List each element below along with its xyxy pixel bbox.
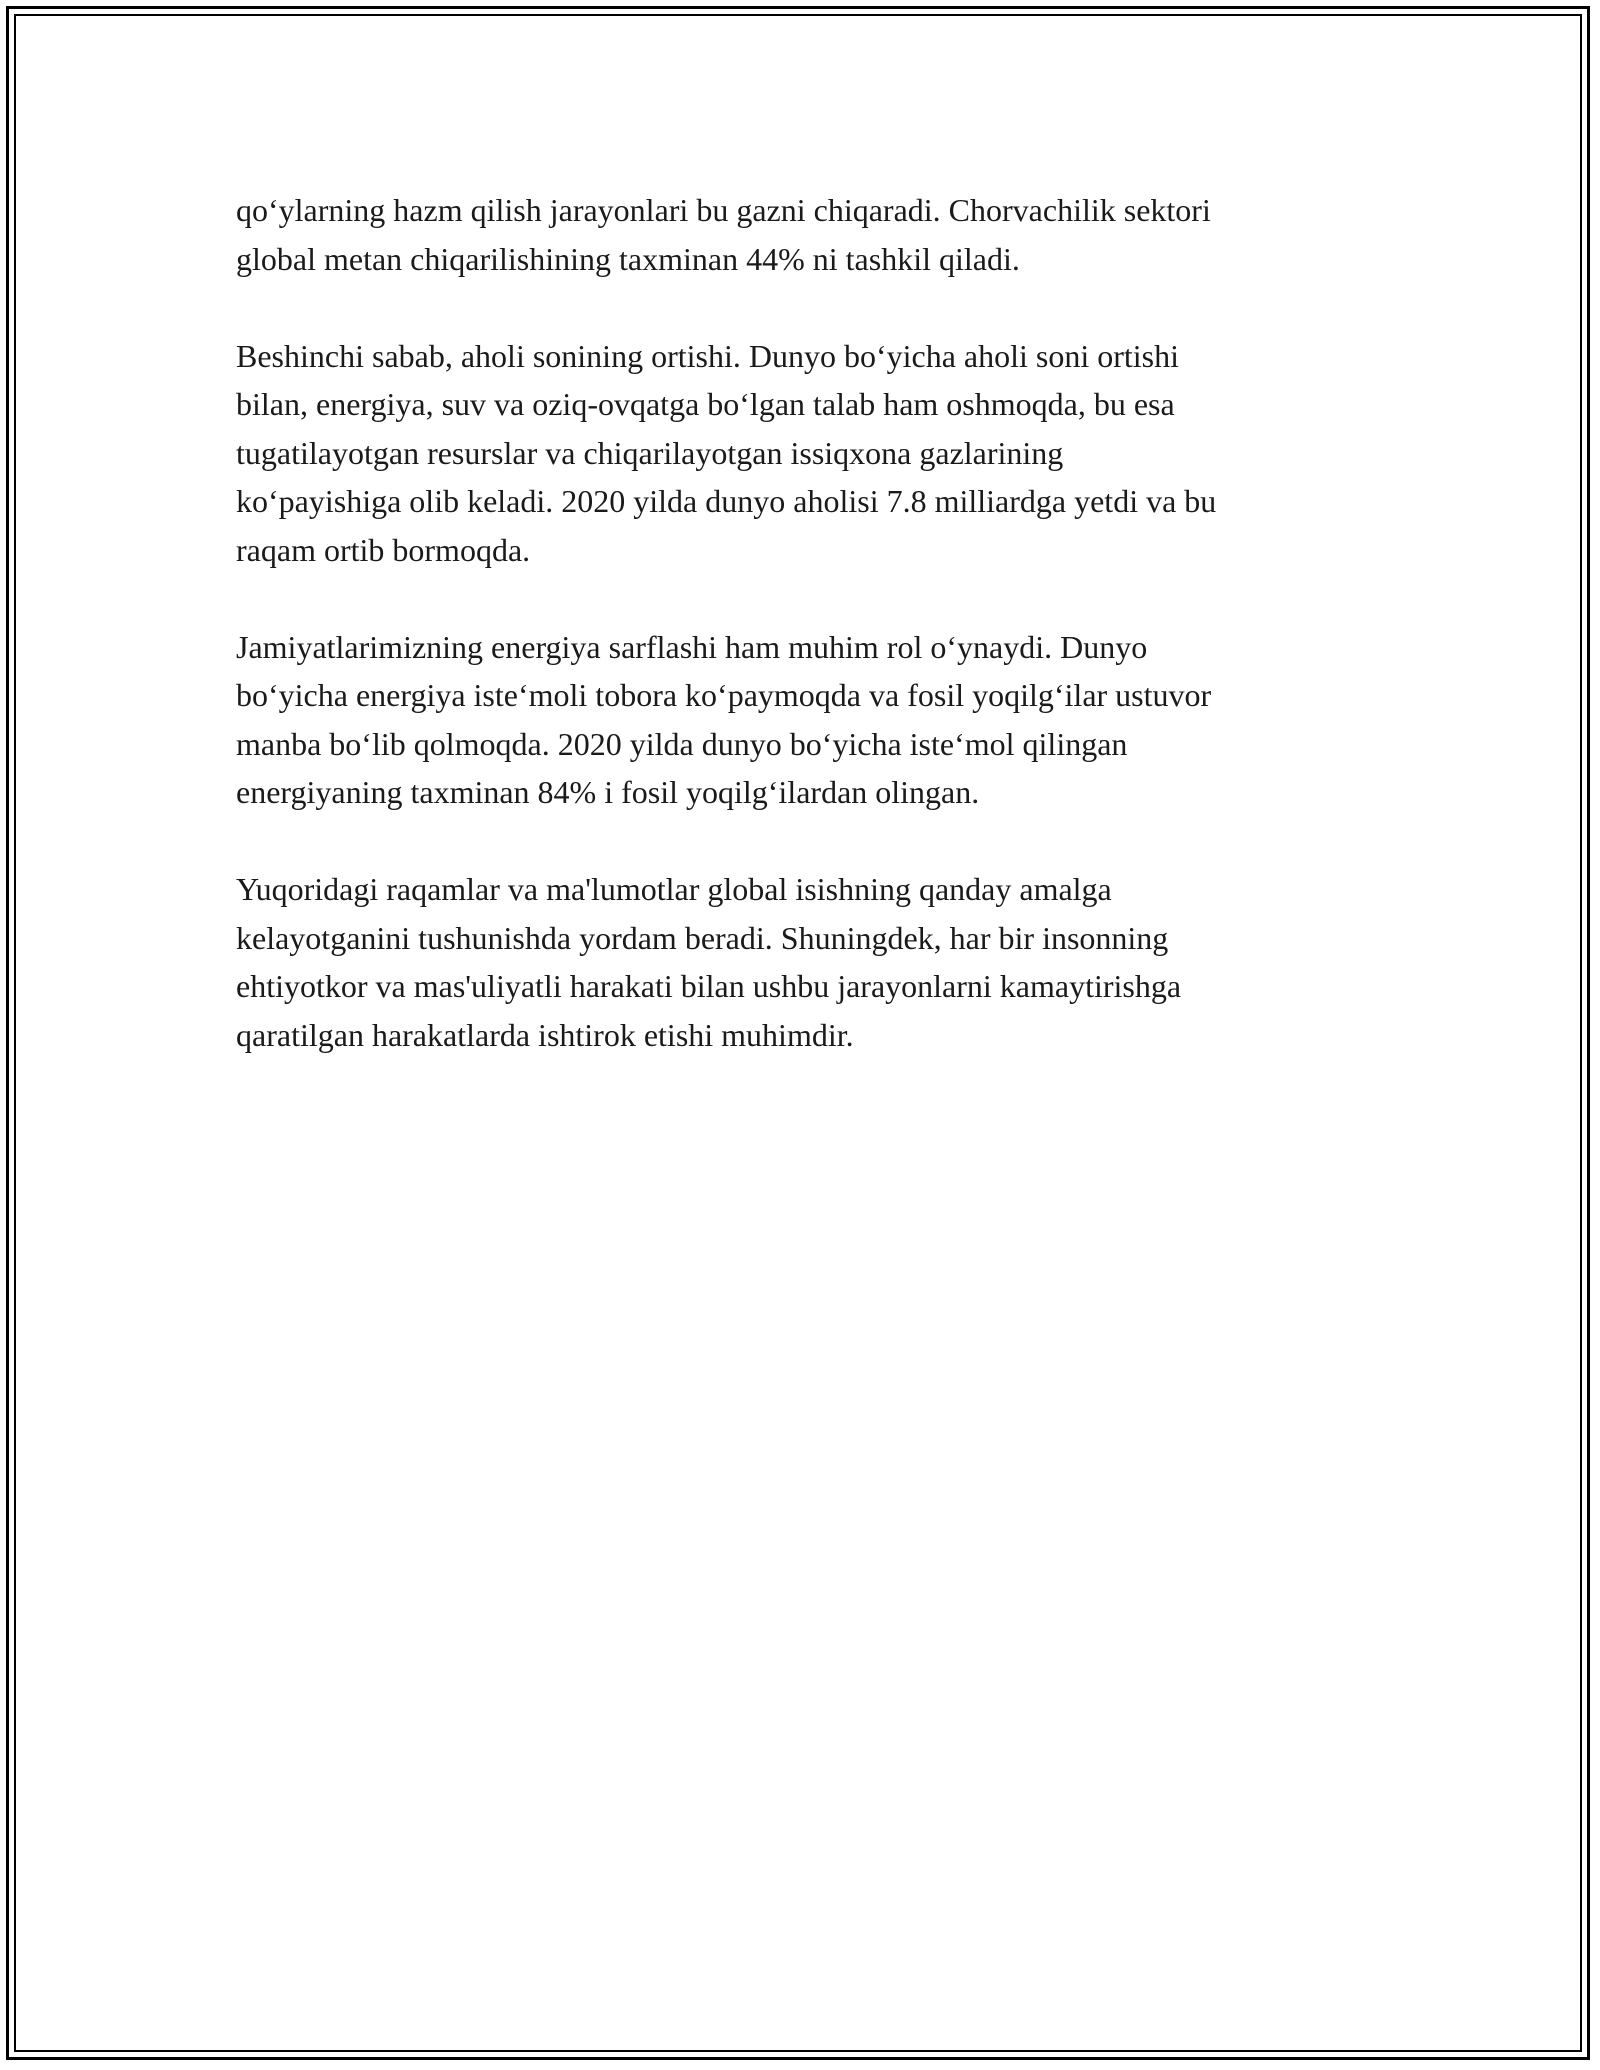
text-line: Beshinchi sabab, aholi sonining ortishi. Dunyo bo‘yicha aholi soni ortishi (236, 337, 1180, 374)
text-line: Jamiyatlarimizning energiya sarflashi ham muhim rol o‘ynaydi. Dunyo (236, 628, 1148, 665)
text-line: ehtiyotkor va mas'uliyatli harakati bilan ushbu jarayonlarni kamaytirishga (236, 968, 1182, 1004)
document-body (236, 186, 1366, 1108)
text-line: kelayotganini tushunishda yordam beradi. Shuningdek, har bir insonning (236, 919, 1169, 956)
paragraph-3 (236, 623, 1366, 817)
text-line: raqam ortib bormoqda. (236, 531, 531, 568)
paragraph-1 (236, 186, 1366, 283)
text-line: manba bo‘lib qolmoqda. 2020 yilda dunyo bo‘yicha iste‘mol qilingan (236, 725, 1128, 762)
text-line: energiyaning taxminan 84% i fosil yoqilg‘ilardan olingan. (236, 774, 980, 810)
text-line: bo‘yicha energiya iste‘moli tobora ko‘paymoqda va fosil yoqilg‘ilar ustuvor (236, 677, 1212, 713)
text-line: global metan chiqarilishining taxminan 44% ni tashkil qiladi. (236, 240, 1020, 277)
text-line: Yuqoridagi raqamlar va ma'lumotlar global isishning qanday amalga (236, 871, 1112, 907)
paragraph-2 (236, 332, 1366, 575)
text-line: qo‘ylarning hazm qilish jarayonlari bu gazni chiqaradi. Chorvachilik sektori (236, 192, 1211, 228)
paragraph-4 (236, 865, 1366, 1059)
text-line: ko‘payishiga olib keladi. 2020 yilda dunyo aholisi 7.8 milliardga yetdi va bu (236, 483, 1217, 519)
text-line: qaratilgan harakatlarda ishtirok etishi muhimdir. (236, 1016, 854, 1053)
text-line: bilan, energiya, suv va oziq-ovqatga bo‘lgan talab ham oshmoqda, bu esa (236, 386, 1175, 422)
text-line: tugatilayotgan resurslar va chiqarilayotgan issiqxona gazlarining (236, 434, 1064, 471)
